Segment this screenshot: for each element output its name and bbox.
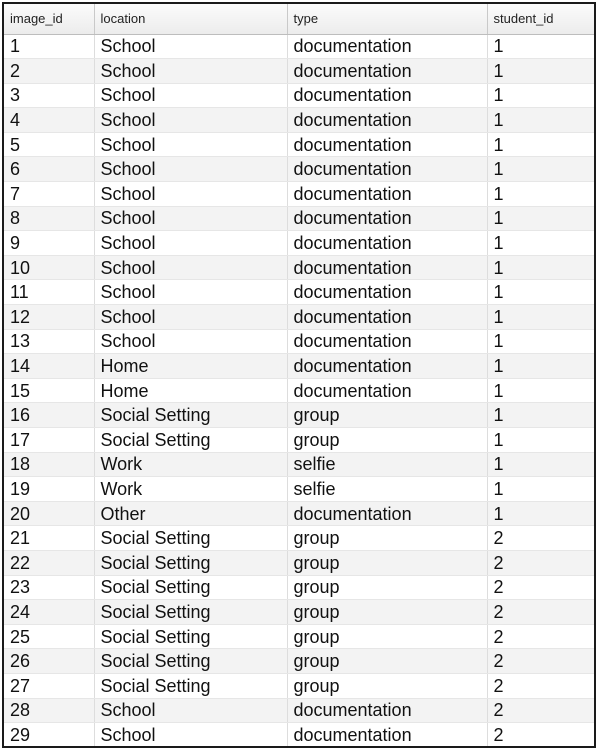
table-row[interactable]	[4, 354, 594, 379]
type-cell[interactable]: documentation	[287, 255, 487, 280]
type-cell[interactable]: documentation	[287, 59, 487, 84]
type-cell[interactable]: group	[287, 600, 487, 625]
type-cell[interactable]: documentation	[287, 329, 487, 354]
image-id-cell[interactable]: 12	[4, 305, 94, 330]
table-row[interactable]	[4, 673, 594, 698]
student-id-cell[interactable]: 2	[487, 624, 594, 649]
image-id-cell[interactable]: 11	[4, 280, 94, 305]
table-row[interactable]	[4, 403, 594, 428]
student-id-cell[interactable]: 1	[487, 59, 594, 84]
query-results-grid	[2, 2, 596, 748]
table-row[interactable]	[4, 231, 594, 256]
type-cell[interactable]: group	[287, 403, 487, 428]
image-id-cell[interactable]: 18	[4, 452, 94, 477]
column-header-student-id[interactable]: student_id	[487, 4, 594, 34]
location-cell[interactable]: School	[94, 108, 287, 133]
student-id-cell[interactable]: 1	[487, 280, 594, 305]
table-row[interactable]	[4, 428, 594, 453]
table-row[interactable]	[4, 575, 594, 600]
location-cell[interactable]: Home	[94, 354, 287, 379]
image-id-cell[interactable]: 21	[4, 526, 94, 551]
student-id-cell[interactable]: 1	[487, 255, 594, 280]
header-row	[4, 4, 594, 34]
table-row[interactable]	[4, 206, 594, 231]
location-cell[interactable]: Social Setting	[94, 526, 287, 551]
image-id-cell[interactable]: 24	[4, 600, 94, 625]
image-id-cell[interactable]: 17	[4, 428, 94, 453]
location-cell[interactable]: School	[94, 231, 287, 256]
image-id-cell[interactable]: 10	[4, 255, 94, 280]
type-cell[interactable]: documentation	[287, 698, 487, 723]
image-id-cell[interactable]: 25	[4, 624, 94, 649]
location-cell[interactable]: Social Setting	[94, 575, 287, 600]
student-id-cell[interactable]: 1	[487, 305, 594, 330]
type-cell[interactable]: documentation	[287, 34, 487, 59]
table-row[interactable]	[4, 501, 594, 526]
type-cell[interactable]: documentation	[287, 157, 487, 182]
table-row[interactable]	[4, 305, 594, 330]
location-cell[interactable]: Social Setting	[94, 550, 287, 575]
table-row[interactable]	[4, 280, 594, 305]
type-cell[interactable]: documentation	[287, 305, 487, 330]
location-cell[interactable]: Social Setting	[94, 673, 287, 698]
location-cell[interactable]: School	[94, 329, 287, 354]
table-row[interactable]	[4, 83, 594, 108]
type-cell[interactable]: documentation	[287, 132, 487, 157]
student-id-cell[interactable]: 1	[487, 477, 594, 502]
image-id-cell[interactable]: 13	[4, 329, 94, 354]
location-cell[interactable]: School	[94, 83, 287, 108]
student-id-cell[interactable]: 1	[487, 83, 594, 108]
type-cell[interactable]: documentation	[287, 501, 487, 526]
type-cell[interactable]: selfie	[287, 477, 487, 502]
table-row[interactable]	[4, 723, 594, 748]
image-id-cell[interactable]: 5	[4, 132, 94, 157]
student-id-cell[interactable]: 2	[487, 550, 594, 575]
student-id-cell[interactable]: 1	[487, 108, 594, 133]
type-cell[interactable]: group	[287, 575, 487, 600]
table-row[interactable]	[4, 157, 594, 182]
image-id-cell[interactable]: 9	[4, 231, 94, 256]
type-cell[interactable]: documentation	[287, 280, 487, 305]
location-cell[interactable]: School	[94, 132, 287, 157]
type-cell[interactable]: group	[287, 550, 487, 575]
table-row[interactable]	[4, 182, 594, 207]
table-row[interactable]	[4, 477, 594, 502]
image-id-cell[interactable]: 22	[4, 550, 94, 575]
table-row[interactable]	[4, 550, 594, 575]
student-id-cell[interactable]: 1	[487, 132, 594, 157]
image-id-cell[interactable]: 20	[4, 501, 94, 526]
type-cell[interactable]: group	[287, 526, 487, 551]
image-id-cell[interactable]: 7	[4, 182, 94, 207]
type-cell[interactable]: selfie	[287, 452, 487, 477]
student-id-cell[interactable]: 1	[487, 329, 594, 354]
location-cell[interactable]: School	[94, 182, 287, 207]
table-row[interactable]	[4, 624, 594, 649]
student-id-cell[interactable]: 1	[487, 403, 594, 428]
location-cell[interactable]: School	[94, 280, 287, 305]
image-id-cell[interactable]: 6	[4, 157, 94, 182]
table-row[interactable]	[4, 378, 594, 403]
image-id-cell[interactable]: 3	[4, 83, 94, 108]
student-id-cell[interactable]: 2	[487, 575, 594, 600]
image-id-cell[interactable]: 26	[4, 649, 94, 674]
location-cell[interactable]: Social Setting	[94, 624, 287, 649]
type-cell[interactable]: documentation	[287, 83, 487, 108]
table-row[interactable]	[4, 452, 594, 477]
student-id-cell[interactable]: 1	[487, 182, 594, 207]
student-id-cell[interactable]: 2	[487, 698, 594, 723]
student-id-cell[interactable]: 1	[487, 501, 594, 526]
student-id-cell[interactable]: 1	[487, 206, 594, 231]
table-row[interactable]	[4, 59, 594, 84]
student-id-cell[interactable]: 1	[487, 452, 594, 477]
location-cell[interactable]: School	[94, 206, 287, 231]
image-id-cell[interactable]: 15	[4, 378, 94, 403]
location-cell[interactable]: School	[94, 34, 287, 59]
type-cell[interactable]: documentation	[287, 354, 487, 379]
location-cell[interactable]: School	[94, 255, 287, 280]
location-cell[interactable]: Social Setting	[94, 428, 287, 453]
table-row[interactable]	[4, 698, 594, 723]
image-id-cell[interactable]: 2	[4, 59, 94, 84]
results-table	[4, 4, 594, 748]
student-id-cell[interactable]: 1	[487, 231, 594, 256]
column-header-location[interactable]: location	[94, 4, 287, 34]
student-id-cell[interactable]: 2	[487, 526, 594, 551]
student-id-cell[interactable]: 2	[487, 600, 594, 625]
location-cell[interactable]: School	[94, 305, 287, 330]
student-id-cell[interactable]: 1	[487, 354, 594, 379]
type-cell[interactable]: documentation	[287, 108, 487, 133]
type-cell[interactable]: documentation	[287, 378, 487, 403]
table-row[interactable]	[4, 34, 594, 59]
table-row[interactable]	[4, 132, 594, 157]
table-row[interactable]	[4, 108, 594, 133]
type-cell[interactable]: documentation	[287, 206, 487, 231]
type-cell[interactable]: group	[287, 428, 487, 453]
location-cell[interactable]: Work	[94, 452, 287, 477]
type-cell[interactable]: documentation	[287, 723, 487, 748]
student-id-cell[interactable]: 2	[487, 723, 594, 748]
table-row[interactable]	[4, 329, 594, 354]
table-row[interactable]	[4, 600, 594, 625]
location-cell[interactable]: Other	[94, 501, 287, 526]
image-id-cell[interactable]: 16	[4, 403, 94, 428]
image-id-cell[interactable]: 28	[4, 698, 94, 723]
location-cell[interactable]: Social Setting	[94, 600, 287, 625]
column-header-image-id[interactable]: image_id	[4, 4, 94, 34]
location-cell[interactable]: School	[94, 157, 287, 182]
type-cell[interactable]: documentation	[287, 231, 487, 256]
image-id-cell[interactable]: 14	[4, 354, 94, 379]
table-row[interactable]	[4, 526, 594, 551]
image-id-cell[interactable]: 29	[4, 723, 94, 748]
student-id-cell[interactable]: 1	[487, 428, 594, 453]
student-id-cell[interactable]: 1	[487, 34, 594, 59]
type-cell[interactable]: group	[287, 649, 487, 674]
image-id-cell[interactable]: 27	[4, 673, 94, 698]
image-id-cell[interactable]: 4	[4, 108, 94, 133]
image-id-cell[interactable]: 8	[4, 206, 94, 231]
column-header-type[interactable]: type	[287, 4, 487, 34]
image-id-cell[interactable]: 23	[4, 575, 94, 600]
results-body	[4, 34, 594, 747]
type-cell[interactable]: documentation	[287, 182, 487, 207]
student-id-cell[interactable]: 2	[487, 673, 594, 698]
location-cell[interactable]: School	[94, 698, 287, 723]
image-id-cell[interactable]: 1	[4, 34, 94, 59]
location-cell[interactable]: Social Setting	[94, 649, 287, 674]
image-id-cell[interactable]: 19	[4, 477, 94, 502]
type-cell[interactable]: group	[287, 673, 487, 698]
location-cell[interactable]: Social Setting	[94, 403, 287, 428]
location-cell[interactable]: Work	[94, 477, 287, 502]
student-id-cell[interactable]: 1	[487, 378, 594, 403]
student-id-cell[interactable]: 1	[487, 157, 594, 182]
location-cell[interactable]: School	[94, 723, 287, 748]
location-cell[interactable]: School	[94, 59, 287, 84]
table-row[interactable]	[4, 649, 594, 674]
student-id-cell[interactable]: 2	[487, 649, 594, 674]
location-cell[interactable]: Home	[94, 378, 287, 403]
table-row[interactable]	[4, 255, 594, 280]
type-cell[interactable]: group	[287, 624, 487, 649]
